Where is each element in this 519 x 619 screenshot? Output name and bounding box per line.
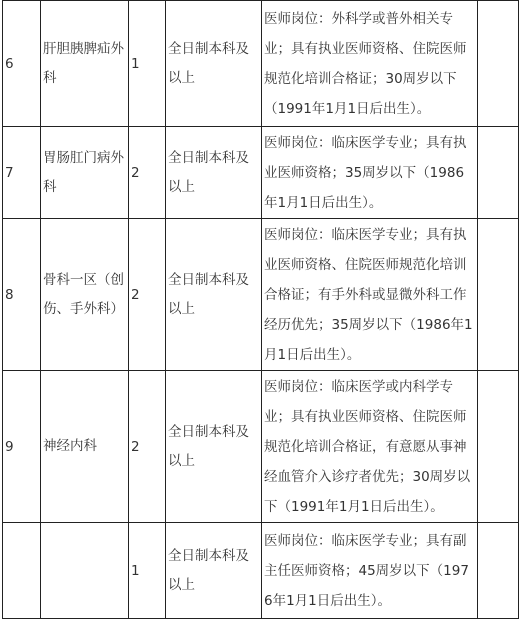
education-cell: 全日制本科及以上 [166, 523, 262, 619]
table-row [3, 1, 519, 127]
row-number: 9 [3, 371, 41, 523]
row-number: 7 [3, 127, 41, 219]
requirements-cell: 医师岗位：临床医学专业；具有执业医师资格；35周岁以下（1986年1月1日后出生）。 [262, 127, 478, 219]
department-cell: 骨科一区（创伤、手外科） [41, 219, 129, 371]
row-number: 6 [3, 1, 41, 127]
headcount-cell: 1 [129, 523, 166, 619]
row-number: 8 [3, 219, 41, 371]
education-cell: 全日制本科及以上 [166, 371, 262, 523]
table-row [3, 219, 519, 371]
headcount-cell: 2 [129, 371, 166, 523]
education-cell: 全日制本科及以上 [166, 1, 262, 127]
recruitment-table [2, 0, 519, 619]
education-cell: 全日制本科及以上 [166, 219, 262, 371]
remarks-cell [478, 371, 519, 523]
education-cell: 全日制本科及以上 [166, 127, 262, 219]
department-cell [41, 523, 129, 619]
requirements-cell: 医师岗位：临床医学或内科学专业；具有执业医师资格、住院医师规范化培训合格证，有意愿从事神经血管介入诊疗者优先；30周岁以下（1991年1月1日后出生）。 [262, 371, 478, 523]
headcount-cell: 2 [129, 219, 166, 371]
remarks-cell [478, 523, 519, 619]
table-row [3, 371, 519, 523]
remarks-cell [478, 127, 519, 219]
remarks-cell [478, 1, 519, 127]
department-cell: 神经内科 [41, 371, 129, 523]
requirements-cell: 医师岗位：临床医学专业；具有副主任医师资格；45周岁以下（1976年1月1日后出生）。 [262, 523, 478, 619]
row-number [3, 523, 41, 619]
department-cell: 胃肠肛门病外科 [41, 127, 129, 219]
headcount-cell: 2 [129, 127, 166, 219]
department-cell: 肝胆胰脾疝外科 [41, 1, 129, 127]
table-row [3, 523, 519, 619]
requirements-cell: 医师岗位：临床医学专业；具有执业医师资格、住院医师规范化培训合格证；有手外科或显微外科工作经历优先；35周岁以下（1986年1月1日后出生）。 [262, 219, 478, 371]
headcount-cell: 1 [129, 1, 166, 127]
remarks-cell [478, 219, 519, 371]
table-row [3, 127, 519, 219]
requirements-cell: 医师岗位：外科学或普外相关专业；具有执业医师资格、住院医师规范化培训合格证；30周岁以下（1991年1月1日后出生）。 [262, 1, 478, 127]
